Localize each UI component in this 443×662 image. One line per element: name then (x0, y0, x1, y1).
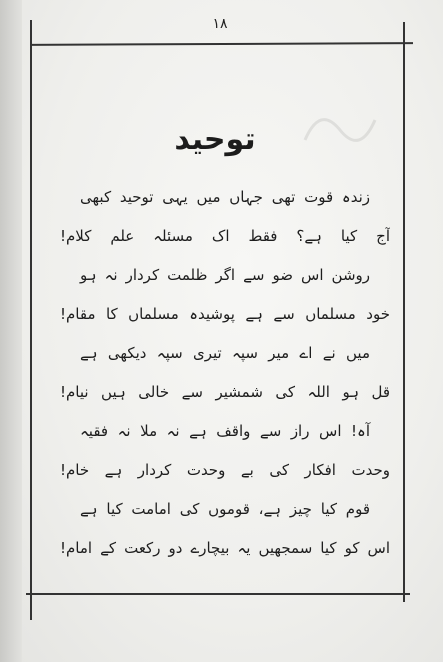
verse-line: قوم کیا چیز ہے، قوموں کی امامت کیا ہے (80, 500, 370, 518)
bleed-through-ornament (300, 100, 380, 160)
poem-title: توحید (174, 122, 256, 157)
page-number: ۱۸ (212, 16, 228, 32)
frame-bottom-rule (26, 593, 410, 595)
frame-top-rule (30, 42, 413, 46)
verse-line: قل ہو اللہ کی شمشیر سے خالی ہیں نیام! (60, 383, 390, 401)
verse-line: آہ! اس راز سے واقف ہے نہ ملا نہ فقیہ (80, 422, 370, 440)
poem-body (60, 178, 390, 568)
binding-shadow (0, 0, 22, 662)
verse-line: خود مسلماں سے ہے پوشیدہ مسلماں کا مقام! (60, 305, 390, 323)
verse-line: میں نے اے میر سپہ تیری سپہ دیکھی ہے (80, 344, 370, 362)
verse-line: زندہ قوت تھی جہاں میں یہی توحید کبھی (80, 188, 370, 206)
frame-left-rule (30, 20, 32, 620)
frame-right-rule (403, 22, 405, 602)
verse-line: اس کو کیا سمجھیں یہ بیچارے دو رکعت کے امام! (60, 539, 390, 557)
verse-line: روشن اس ضو سے اگر ظلمت کردار نہ ہو (80, 266, 370, 284)
verse-line: آج کیا ہے؟ فقط اک مسئلہ علم کلام! (60, 227, 390, 245)
verse-line: وحدت افکار کی بے وحدت کردار ہے خام! (60, 461, 390, 479)
